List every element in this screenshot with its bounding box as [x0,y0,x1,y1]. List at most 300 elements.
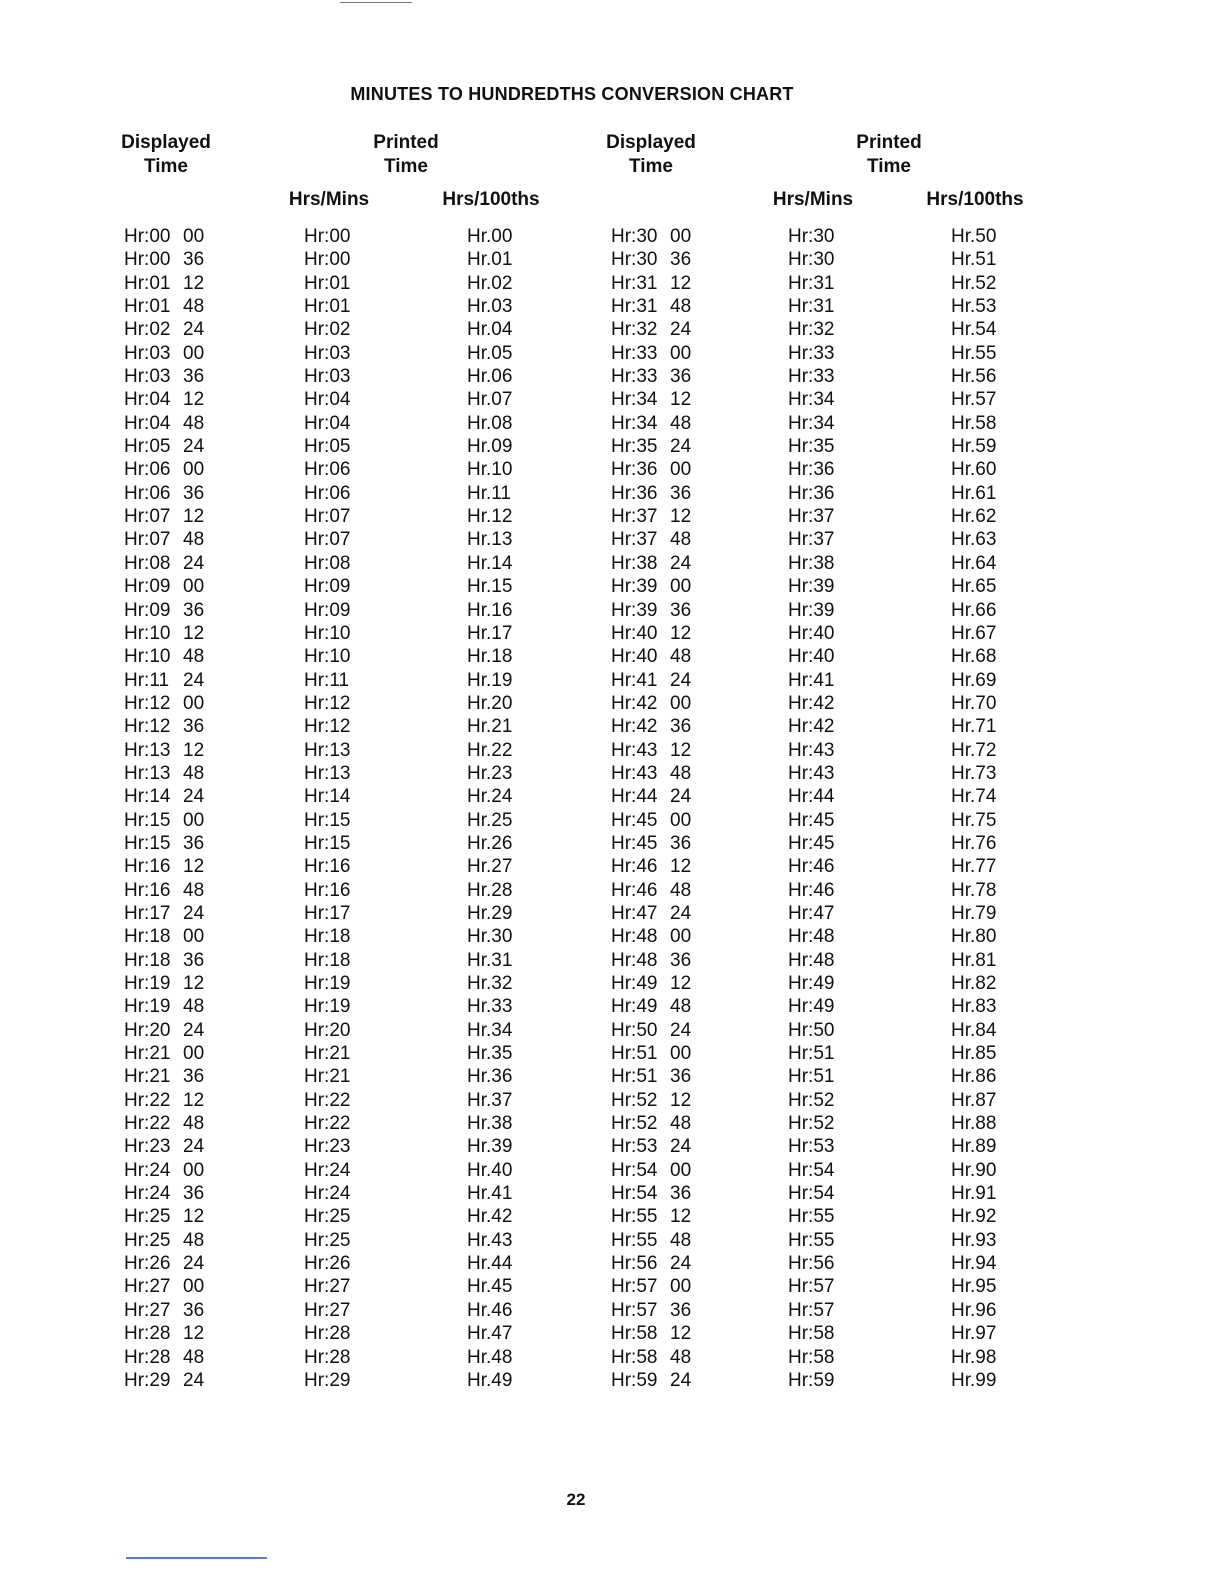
printed-hrs-mins-cell: Hr:36 [788,459,835,481]
displayed-hour-cell: Hr:44 [611,786,658,808]
printed-hrs-mins-cell: Hr:54 [788,1183,835,1205]
printed-hrs-100ths-cell: Hr.35 [467,1043,513,1065]
printed-hrs-100ths-cell: Hr.98 [951,1346,997,1368]
printed-hrs-100ths-cell: Hr.06 [467,366,513,388]
printed-hrs-mins-cell: Hr:42 [788,692,835,714]
printed-hrs-100ths-cell: Hr.09 [467,436,513,458]
printed-hrs-100ths-cell: Hr.73 [951,762,997,784]
displayed-seconds-cell: 36 [670,716,692,738]
printed-hrs-mins-cell: Hr:18 [304,949,351,971]
printed-hrs-mins-cell: Hr:48 [788,926,835,948]
printed-hrs-100ths-cell: Hr.25 [467,809,513,831]
displayed-hour-cell: Hr:18 [124,926,171,948]
displayed-seconds-cell: 12 [670,739,692,761]
printed-hrs-mins-cell: Hr:04 [304,389,351,411]
printed-hrs-mins-cell: Hr:04 [304,412,351,434]
displayed-hour-cell: Hr:37 [611,529,658,551]
printed-hrs-100ths-cell: Hr.27 [467,856,513,878]
table-row [0,482,1224,505]
displayed-hour-cell: Hr:10 [124,646,171,668]
table-row [0,225,1224,248]
displayed-hour-cell: Hr:01 [124,296,171,318]
displayed-hour-cell: Hr:23 [124,1136,171,1158]
table-row [0,1275,1224,1298]
displayed-seconds-cell: 36 [670,1183,692,1205]
displayed-seconds-cell: 36 [670,482,692,504]
printed-hrs-mins-cell: Hr:06 [304,459,351,481]
printed-hrs-100ths-cell: Hr.87 [951,1089,997,1111]
displayed-seconds-cell: 36 [183,949,205,971]
displayed-seconds-cell: 00 [183,226,205,247]
printed-hrs-100ths-cell: Hr.00 [467,226,513,247]
printed-hrs-mins-cell: Hr:34 [788,412,835,434]
displayed-hour-cell: Hr:04 [124,389,171,411]
printed-hrs-mins-cell: Hr:00 [304,226,351,247]
displayed-seconds-cell: 12 [183,1206,205,1228]
displayed-hour-cell: Hr:30 [611,226,658,247]
table-row [0,645,1224,668]
displayed-hour-cell: Hr:35 [611,436,658,458]
displayed-hour-cell: Hr:42 [611,692,658,714]
header-displayed-label: Displayed [606,132,696,153]
page-number: 22 [566,1490,586,1509]
displayed-seconds-cell: 00 [183,576,205,598]
printed-hrs-mins-cell: Hr:09 [304,576,351,598]
table-row [0,365,1224,388]
displayed-hour-cell: Hr:03 [124,366,171,388]
printed-hrs-100ths-cell: Hr.51 [951,249,997,271]
header-displayed-time-right [606,131,696,179]
printed-hrs-mins-cell: Hr:39 [788,599,835,621]
printed-hrs-100ths-cell: Hr.83 [951,996,997,1018]
printed-hrs-mins-cell: Hr:33 [788,366,835,388]
displayed-seconds-cell: 00 [670,226,692,247]
displayed-hour-cell: Hr:05 [124,436,171,458]
printed-hrs-100ths-cell: Hr.16 [467,599,513,621]
printed-hrs-mins-cell: Hr:05 [304,436,351,458]
displayed-seconds-cell: 36 [183,366,205,388]
printed-hrs-mins-cell: Hr:17 [304,902,351,924]
displayed-hour-cell: Hr:58 [611,1323,658,1345]
printed-hrs-mins-cell: Hr:56 [788,1253,835,1275]
displayed-hour-cell: Hr:45 [611,832,658,854]
printed-hrs-mins-cell: Hr:16 [304,856,351,878]
printed-hrs-mins-cell: Hr:18 [304,926,351,948]
printed-hrs-mins-cell: Hr:51 [788,1066,835,1088]
displayed-seconds-cell: 00 [670,1159,692,1181]
table-row [0,925,1224,948]
displayed-seconds-cell: 24 [670,902,692,924]
displayed-hour-cell: Hr:54 [611,1159,658,1181]
displayed-hour-cell: Hr:17 [124,902,171,924]
displayed-seconds-cell: 12 [670,622,692,644]
displayed-hour-cell: Hr:45 [611,809,658,831]
table-row [0,1019,1224,1042]
table-row [0,342,1224,365]
displayed-hour-cell: Hr:25 [124,1229,171,1251]
displayed-seconds-cell: 24 [183,1253,205,1275]
printed-hrs-mins-cell: Hr:58 [788,1323,835,1345]
printed-hrs-mins-cell: Hr:01 [304,296,351,318]
table-row [0,248,1224,271]
displayed-hour-cell: Hr:37 [611,506,658,528]
printed-hrs-mins-cell: Hr:49 [788,973,835,994]
displayed-hour-cell: Hr:21 [124,1043,171,1065]
subheader-hrs-100ths-left: Hrs/100ths [442,189,540,210]
printed-hrs-100ths-cell: Hr.20 [467,692,513,714]
displayed-hour-cell: Hr:39 [611,576,658,598]
printed-hrs-mins-cell: Hr:49 [788,996,835,1018]
table-row [0,1065,1224,1088]
displayed-seconds-cell: 12 [670,506,692,528]
printed-hrs-100ths-cell: Hr.75 [951,809,997,831]
printed-hrs-100ths-cell: Hr.30 [467,926,513,948]
displayed-hour-cell: Hr:09 [124,599,171,621]
table-row [0,552,1224,575]
displayed-hour-cell: Hr:57 [611,1299,658,1321]
displayed-seconds-cell: 48 [670,412,692,434]
displayed-hour-cell: Hr:41 [611,669,658,691]
printed-hrs-100ths-cell: Hr.05 [467,342,513,364]
displayed-seconds-cell: 36 [670,249,692,271]
displayed-seconds-cell: 12 [670,1323,692,1345]
printed-hrs-100ths-cell: Hr.47 [467,1323,513,1345]
conversion-table [0,225,1224,1392]
printed-hrs-100ths-cell: Hr.86 [951,1066,997,1088]
displayed-hour-cell: Hr:07 [124,506,171,528]
printed-hrs-mins-cell: Hr:22 [304,1113,351,1135]
printed-hrs-100ths-cell: Hr.54 [951,319,997,341]
displayed-seconds-cell: 00 [183,809,205,831]
subheader-hrs-100ths-right: Hrs/100ths [926,189,1024,210]
printed-hrs-100ths-cell: Hr.32 [467,973,513,994]
printed-hrs-mins-cell: Hr:54 [788,1159,835,1181]
printed-hrs-mins-cell: Hr:36 [788,482,835,504]
printed-hrs-mins-cell: Hr:40 [788,646,835,668]
printed-hrs-100ths-cell: Hr.72 [951,739,997,761]
displayed-hour-cell: Hr:34 [611,389,658,411]
displayed-seconds-cell: 12 [670,856,692,878]
table-row [0,785,1224,808]
displayed-seconds-cell: 12 [183,973,205,994]
header-time-label: Time [866,156,912,177]
printed-hrs-100ths-cell: Hr.81 [951,949,997,971]
printed-hrs-100ths-cell: Hr.39 [467,1136,513,1158]
printed-hrs-mins-cell: Hr:30 [788,249,835,271]
printed-hrs-mins-cell: Hr:19 [304,996,351,1018]
table-row [0,412,1224,435]
printed-hrs-100ths-cell: Hr.33 [467,996,513,1018]
displayed-hour-cell: Hr:18 [124,949,171,971]
header-time-label: Time [143,156,189,177]
printed-hrs-mins-cell: Hr:59 [788,1369,835,1391]
printed-hrs-100ths-cell: Hr.14 [467,552,513,574]
displayed-hour-cell: Hr:28 [124,1323,171,1345]
displayed-hour-cell: Hr:46 [611,856,658,878]
printed-hrs-100ths-cell: Hr.63 [951,529,997,551]
displayed-seconds-cell: 12 [670,272,692,294]
displayed-seconds-cell: 36 [670,599,692,621]
printed-hrs-100ths-cell: Hr.31 [467,949,513,971]
table-row [0,692,1224,715]
printed-hrs-100ths-cell: Hr.01 [467,249,513,271]
displayed-seconds-cell: 00 [670,1043,692,1065]
displayed-hour-cell: Hr:25 [124,1206,171,1228]
printed-hrs-mins-cell: Hr:10 [304,646,351,668]
displayed-hour-cell: Hr:03 [124,342,171,364]
displayed-seconds-cell: 48 [670,646,692,668]
displayed-seconds-cell: 12 [670,973,692,994]
printed-hrs-100ths-cell: Hr.62 [951,506,997,528]
displayed-hour-cell: Hr:40 [611,622,658,644]
displayed-hour-cell: Hr:34 [611,412,658,434]
displayed-seconds-cell: 24 [670,1019,692,1041]
printed-hrs-100ths-cell: Hr.89 [951,1136,997,1158]
displayed-hour-cell: Hr:40 [611,646,658,668]
displayed-seconds-cell: 36 [183,1299,205,1321]
table-row [0,528,1224,551]
table-row [0,1135,1224,1158]
displayed-seconds-cell: 12 [670,1089,692,1111]
printed-hrs-mins-cell: Hr:46 [788,879,835,901]
displayed-seconds-cell: 48 [670,296,692,318]
printed-hrs-100ths-cell: Hr.19 [467,669,513,691]
displayed-seconds-cell: 48 [670,1346,692,1368]
displayed-hour-cell: Hr:11 [124,669,170,691]
displayed-seconds-cell: 12 [183,622,205,644]
displayed-seconds-cell: 12 [183,1323,205,1345]
printed-hrs-mins-cell: Hr:25 [304,1229,351,1251]
printed-hrs-mins-cell: Hr:07 [304,506,351,528]
displayed-seconds-cell: 00 [183,926,205,948]
header-printed-time-right [856,131,921,179]
printed-hrs-mins-cell: Hr:44 [788,786,835,808]
displayed-hour-cell: Hr:22 [124,1089,171,1111]
table-row [0,1299,1224,1322]
printed-hrs-mins-cell: Hr:20 [304,1019,351,1041]
printed-hrs-100ths-cell: Hr.90 [951,1159,997,1181]
printed-hrs-100ths-cell: Hr.97 [951,1323,997,1345]
displayed-hour-cell: Hr:32 [611,319,658,341]
table-row [0,1042,1224,1065]
printed-hrs-mins-cell: Hr:13 [304,762,351,784]
displayed-seconds-cell: 48 [670,529,692,551]
table-row [0,739,1224,762]
displayed-seconds-cell: 00 [670,342,692,364]
displayed-hour-cell: Hr:55 [611,1229,658,1251]
displayed-hour-cell: Hr:16 [124,856,171,878]
printed-hrs-mins-cell: Hr:21 [304,1066,351,1088]
printed-hrs-100ths-cell: Hr.50 [951,226,997,247]
displayed-hour-cell: Hr:00 [124,249,171,271]
printed-hrs-mins-cell: Hr:22 [304,1089,351,1111]
displayed-seconds-cell: 36 [183,1183,205,1205]
displayed-seconds-cell: 00 [183,1043,205,1065]
displayed-seconds-cell: 24 [670,669,692,691]
printed-hrs-mins-cell: Hr:16 [304,879,351,901]
printed-hrs-100ths-cell: Hr.45 [467,1276,513,1298]
table-row [0,272,1224,295]
displayed-seconds-cell: 24 [183,786,205,808]
printed-hrs-100ths-cell: Hr.24 [467,786,513,808]
displayed-seconds-cell: 24 [183,1136,205,1158]
printed-hrs-100ths-cell: Hr.07 [467,389,513,411]
displayed-hour-cell: Hr:43 [611,762,658,784]
displayed-hour-cell: Hr:57 [611,1276,658,1298]
displayed-seconds-cell: 12 [183,739,205,761]
table-row [0,1205,1224,1228]
printed-hrs-mins-cell: Hr:45 [788,832,835,854]
header-printed-label: Printed [373,132,439,153]
displayed-seconds-cell: 36 [670,1066,692,1088]
printed-hrs-mins-cell: Hr:27 [304,1276,351,1298]
printed-hrs-mins-cell: Hr:58 [788,1346,835,1368]
displayed-seconds-cell: 00 [670,809,692,831]
printed-hrs-100ths-cell: Hr.66 [951,599,997,621]
displayed-hour-cell: Hr:46 [611,879,658,901]
printed-hrs-100ths-cell: Hr.95 [951,1276,997,1298]
bottom-rule [126,1557,267,1559]
printed-hrs-mins-cell: Hr:08 [304,552,351,574]
displayed-hour-cell: Hr:14 [124,786,171,808]
table-row [0,762,1224,785]
displayed-seconds-cell: 36 [183,832,205,854]
printed-hrs-mins-cell: Hr:42 [788,716,835,738]
printed-hrs-100ths-cell: Hr.61 [951,482,997,504]
displayed-seconds-cell: 48 [183,529,205,551]
printed-hrs-100ths-cell: Hr.65 [951,576,997,598]
displayed-seconds-cell: 12 [183,506,205,528]
printed-hrs-mins-cell: Hr:43 [788,762,835,784]
printed-hrs-mins-cell: Hr:29 [304,1369,351,1391]
printed-hrs-100ths-cell: Hr.59 [951,436,997,458]
printed-hrs-100ths-cell: Hr.60 [951,459,997,481]
displayed-seconds-cell: 12 [183,272,205,294]
printed-hrs-100ths-cell: Hr.55 [951,342,997,364]
displayed-hour-cell: Hr:07 [124,529,171,551]
displayed-hour-cell: Hr:48 [611,949,658,971]
displayed-seconds-cell: 36 [670,949,692,971]
table-row [0,879,1224,902]
displayed-seconds-cell: 36 [183,599,205,621]
table-row [0,505,1224,528]
printed-hrs-mins-cell: Hr:28 [304,1346,351,1368]
table-row [0,855,1224,878]
displayed-hour-cell: Hr:28 [124,1346,171,1368]
header-time-label: Time [628,156,674,177]
displayed-seconds-cell: 24 [183,1369,205,1391]
displayed-seconds-cell: 00 [670,1276,692,1298]
printed-hrs-100ths-cell: Hr.02 [467,272,513,294]
printed-hrs-mins-cell: Hr:52 [788,1089,835,1111]
table-row [0,318,1224,341]
printed-hrs-100ths-cell: Hr.85 [951,1043,997,1065]
printed-hrs-mins-cell: Hr:52 [788,1113,835,1135]
printed-hrs-mins-cell: Hr:00 [304,249,351,271]
printed-hrs-mins-cell: Hr:31 [788,272,835,294]
displayed-seconds-cell: 12 [670,389,692,411]
table-row [0,832,1224,855]
printed-hrs-mins-cell: Hr:43 [788,739,835,761]
table-row [0,599,1224,622]
displayed-hour-cell: Hr:19 [124,973,171,994]
printed-hrs-mins-cell: Hr:50 [788,1019,835,1041]
printed-hrs-mins-cell: Hr:38 [788,552,835,574]
displayed-seconds-cell: 48 [183,879,205,901]
displayed-seconds-cell: 00 [670,576,692,598]
printed-hrs-100ths-cell: Hr.94 [951,1253,997,1275]
printed-hrs-mins-cell: Hr:13 [304,739,351,761]
printed-hrs-100ths-cell: Hr.68 [951,646,997,668]
printed-hrs-100ths-cell: Hr.99 [951,1369,997,1391]
printed-hrs-100ths-cell: Hr.41 [467,1183,513,1205]
printed-hrs-100ths-cell: Hr.36 [467,1066,513,1088]
printed-hrs-mins-cell: Hr:01 [304,272,351,294]
displayed-hour-cell: Hr:49 [611,996,658,1018]
printed-hrs-100ths-cell: Hr.44 [467,1253,513,1275]
displayed-seconds-cell: 36 [670,1299,692,1321]
table-row [0,1252,1224,1275]
printed-hrs-100ths-cell: Hr.53 [951,296,997,318]
printed-hrs-mins-cell: Hr:57 [788,1299,835,1321]
printed-hrs-mins-cell: Hr:40 [788,622,835,644]
displayed-seconds-cell: 48 [670,879,692,901]
printed-hrs-mins-cell: Hr:53 [788,1136,835,1158]
displayed-hour-cell: Hr:08 [124,552,171,574]
displayed-seconds-cell: 12 [183,389,205,411]
displayed-seconds-cell: 00 [183,692,205,714]
printed-hrs-100ths-cell: Hr.10 [467,459,513,481]
printed-hrs-100ths-cell: Hr.29 [467,902,513,924]
displayed-seconds-cell: 24 [183,1019,205,1041]
table-row [0,949,1224,972]
printed-hrs-mins-cell: Hr:02 [304,319,351,341]
printed-hrs-mins-cell: Hr:47 [788,902,835,924]
printed-hrs-100ths-cell: Hr.71 [951,716,997,738]
printed-hrs-mins-cell: Hr:14 [304,786,351,808]
displayed-hour-cell: Hr:12 [124,716,171,738]
displayed-hour-cell: Hr:29 [124,1369,171,1391]
printed-hrs-mins-cell: Hr:21 [304,1043,351,1065]
printed-hrs-mins-cell: Hr:07 [304,529,351,551]
displayed-hour-cell: Hr:51 [611,1043,658,1065]
printed-hrs-100ths-cell: Hr.26 [467,832,513,854]
displayed-hour-cell: Hr:48 [611,926,658,948]
printed-hrs-100ths-cell: Hr.56 [951,366,997,388]
printed-hrs-100ths-cell: Hr.78 [951,879,997,901]
displayed-hour-cell: Hr:33 [611,342,658,364]
displayed-hour-cell: Hr:00 [124,226,171,247]
printed-hrs-100ths-cell: Hr.15 [467,576,513,598]
displayed-hour-cell: Hr:59 [611,1369,658,1391]
printed-hrs-mins-cell: Hr:06 [304,482,351,504]
displayed-hour-cell: Hr:49 [611,973,658,994]
printed-hrs-100ths-cell: Hr.76 [951,832,997,854]
displayed-seconds-cell: 24 [670,1369,692,1391]
printed-hrs-100ths-cell: Hr.34 [467,1019,513,1041]
printed-hrs-100ths-cell: Hr.52 [951,272,997,294]
displayed-seconds-cell: 36 [183,249,205,271]
displayed-seconds-cell: 48 [183,412,205,434]
printed-hrs-mins-cell: Hr:37 [788,529,835,551]
displayed-seconds-cell: 48 [183,296,205,318]
printed-hrs-100ths-cell: Hr.82 [951,973,997,994]
table-row [0,715,1224,738]
printed-hrs-100ths-cell: Hr.69 [951,669,997,691]
printed-hrs-mins-cell: Hr:48 [788,949,835,971]
displayed-hour-cell: Hr:58 [611,1346,658,1368]
printed-hrs-100ths-cell: Hr.40 [467,1159,513,1181]
